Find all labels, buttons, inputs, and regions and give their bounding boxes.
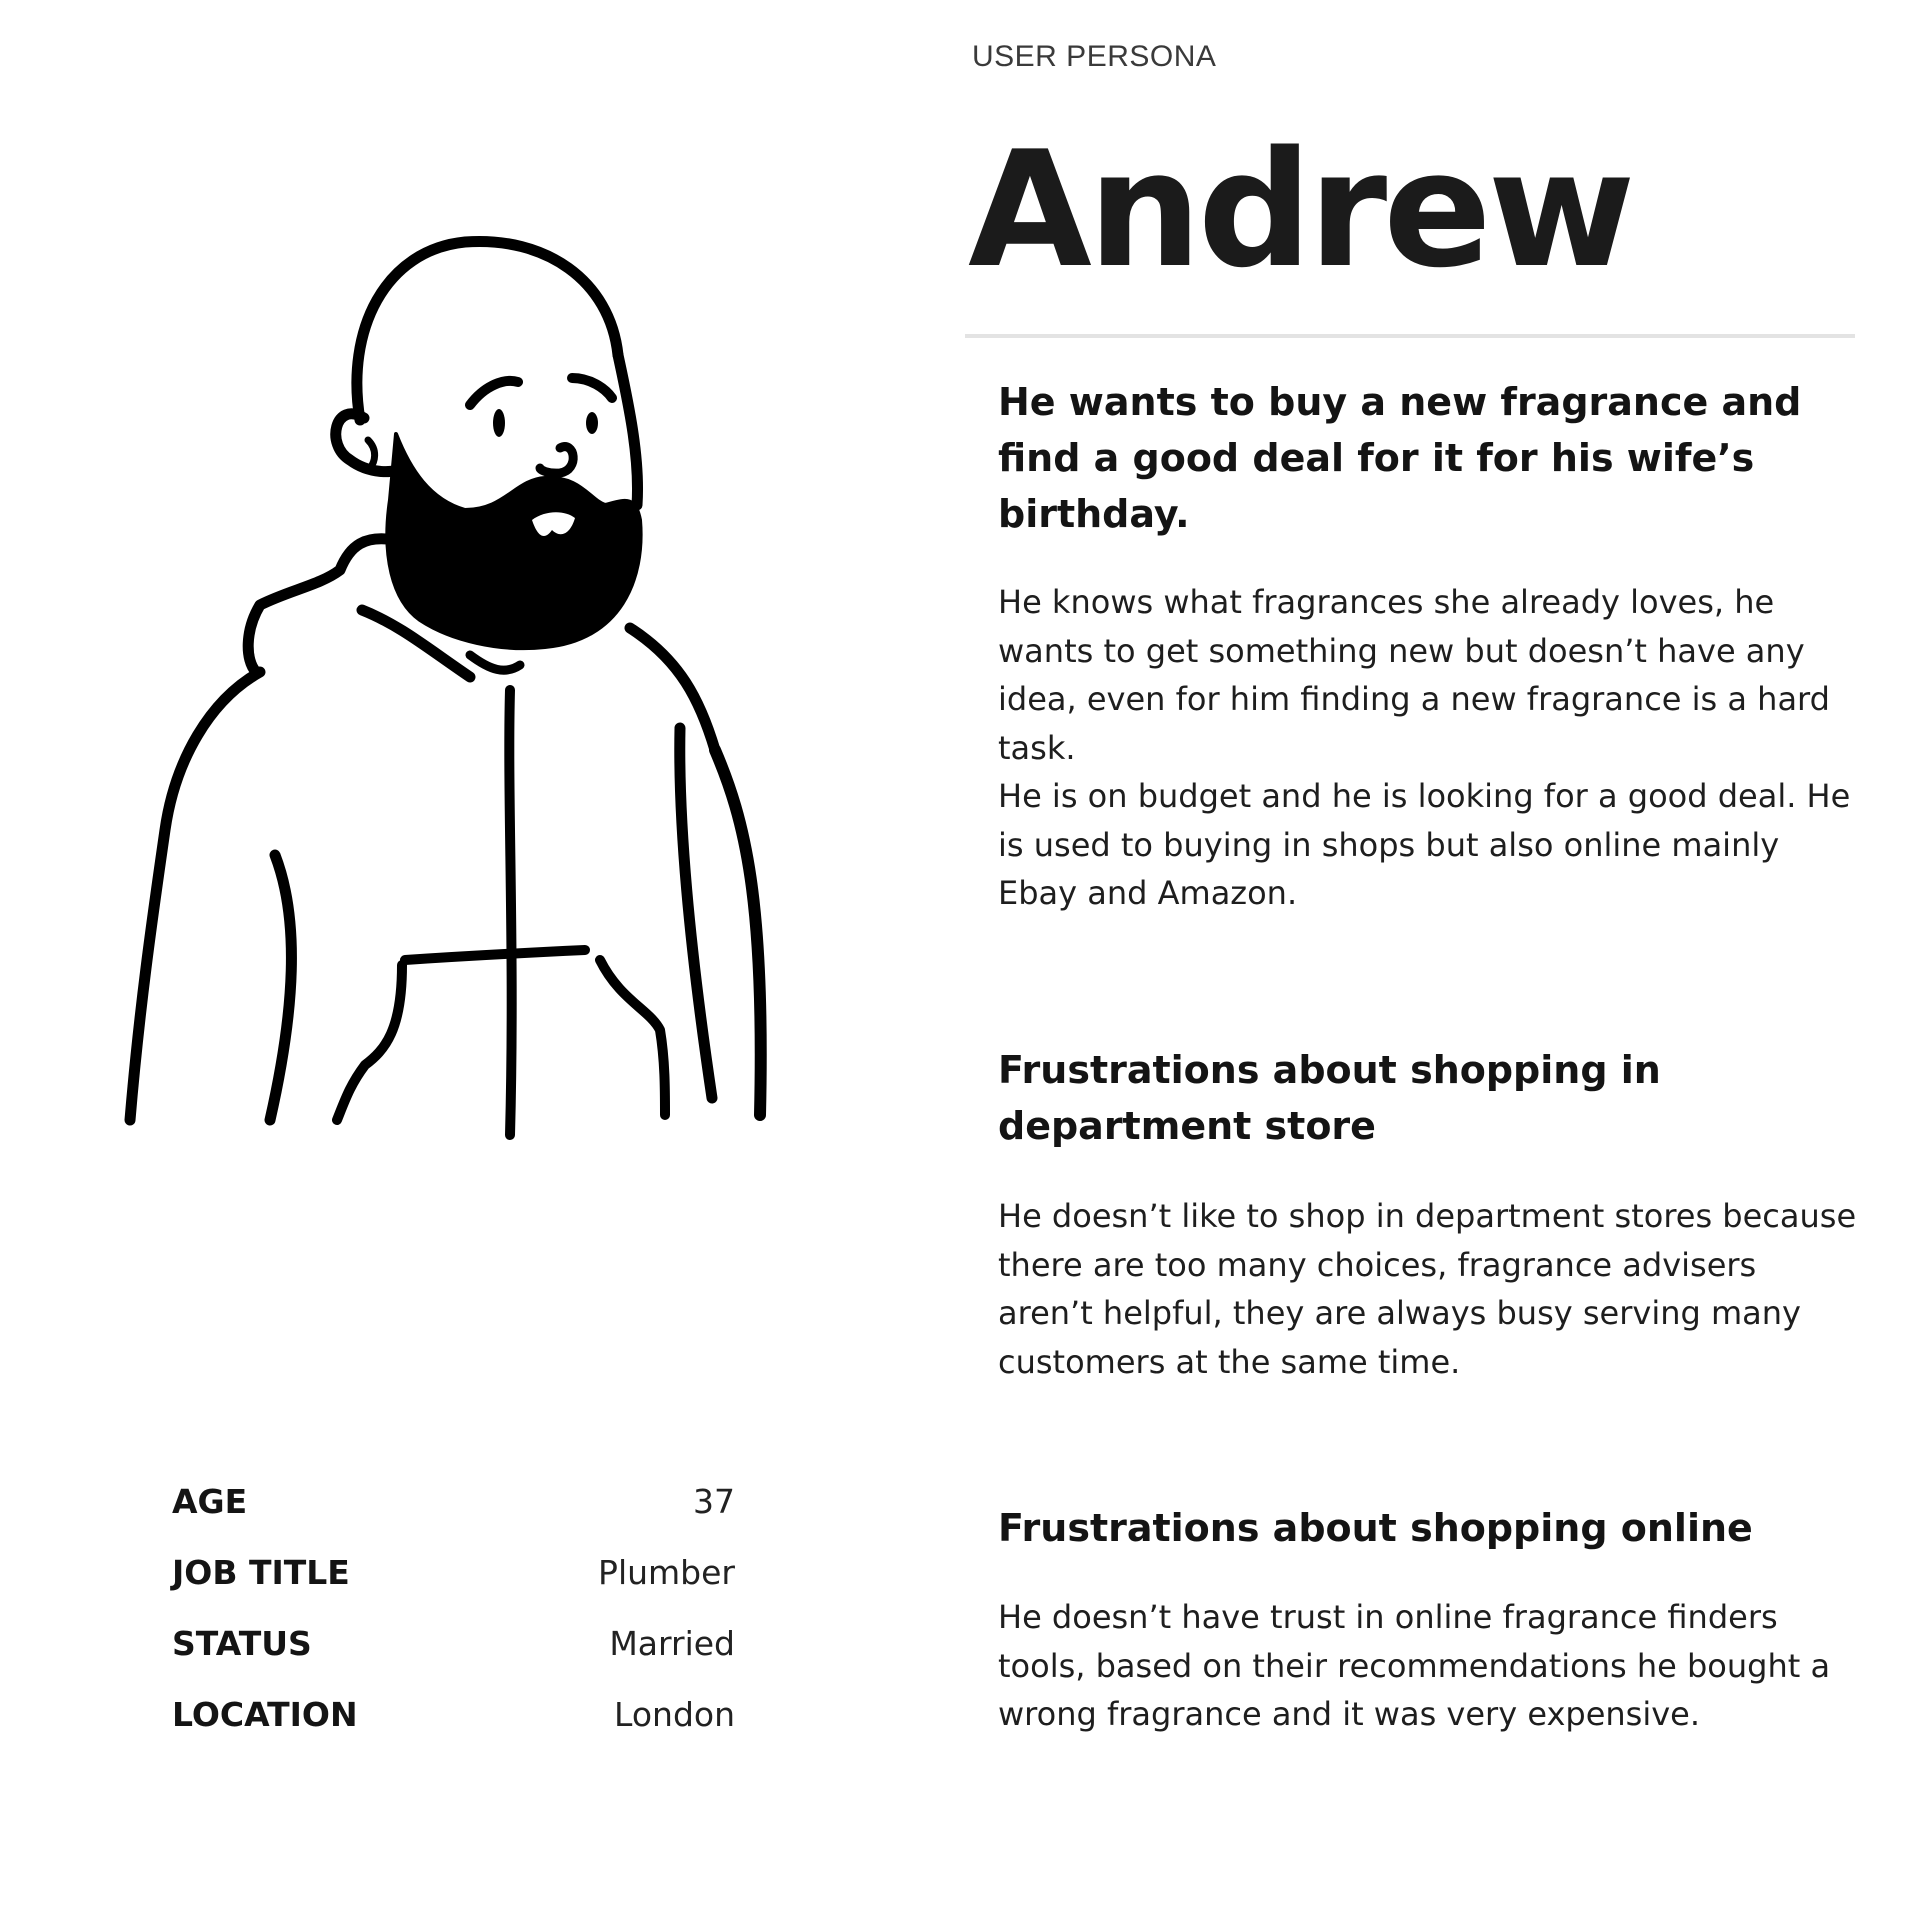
right-arm [715,750,761,1115]
right-eye [586,412,598,434]
detail-label: LOCATION [172,1695,358,1734]
persona-details [172,1482,735,1766]
detail-row-job-title [172,1553,735,1624]
pocket-top [405,950,585,960]
persona-name: Andrew [968,116,1632,303]
detail-label: STATUS [172,1624,312,1663]
beard [387,434,640,648]
detail-row-age [172,1482,735,1553]
detail-value: Plumber [598,1553,735,1592]
right-eyebrow [572,378,612,398]
header-divider [965,334,1855,338]
ear [336,414,395,472]
online-frustrations-title: Frustrations about shopping online [998,1506,1753,1550]
detail-label: AGE [172,1482,248,1521]
left-eye [493,409,505,437]
persona-goal: He wants to buy a new fragrance and find a good deal for it for his wife’s birthday. [998,380,1802,536]
left-arm [130,672,260,1120]
zipper [509,690,511,1135]
persona-avatar-illustration [100,215,800,1160]
nose [540,447,573,474]
detail-row-location [172,1695,735,1766]
left-eyebrow [470,381,518,405]
detail-value: London [614,1695,735,1734]
detail-row-status [172,1624,735,1695]
online-frustrations-text: He doesn’t have trust in online fragrance finders tools, based on their recommendations he bought a wrong fragrance and it was very expensive. [998,1598,1831,1733]
detail-value: Married [609,1624,735,1663]
hood [248,539,395,672]
persona-intro: He knows what fragrances she already loves, he wants to get something new but doesn’t have any idea, even for him finding a new fragrance is a hard task. He is on budget and he is looking for a good deal. He is used to buying in shops but also online mainly Ebay and Amazon. [998,583,1851,912]
detail-value: 37 [693,1482,735,1521]
detail-label: JOB TITLE [172,1553,350,1592]
department-store-frustrations-title: Frustrations about shopping in department store [998,1048,1661,1148]
department-store-frustrations-text: He doesn’t like to shop in department stores because there are too many choices, fragrance advisers aren’t helpful, they are always busy serving many customers at the same time. [998,1197,1857,1381]
persona-eyebrow: USER PERSONA [972,40,1217,73]
